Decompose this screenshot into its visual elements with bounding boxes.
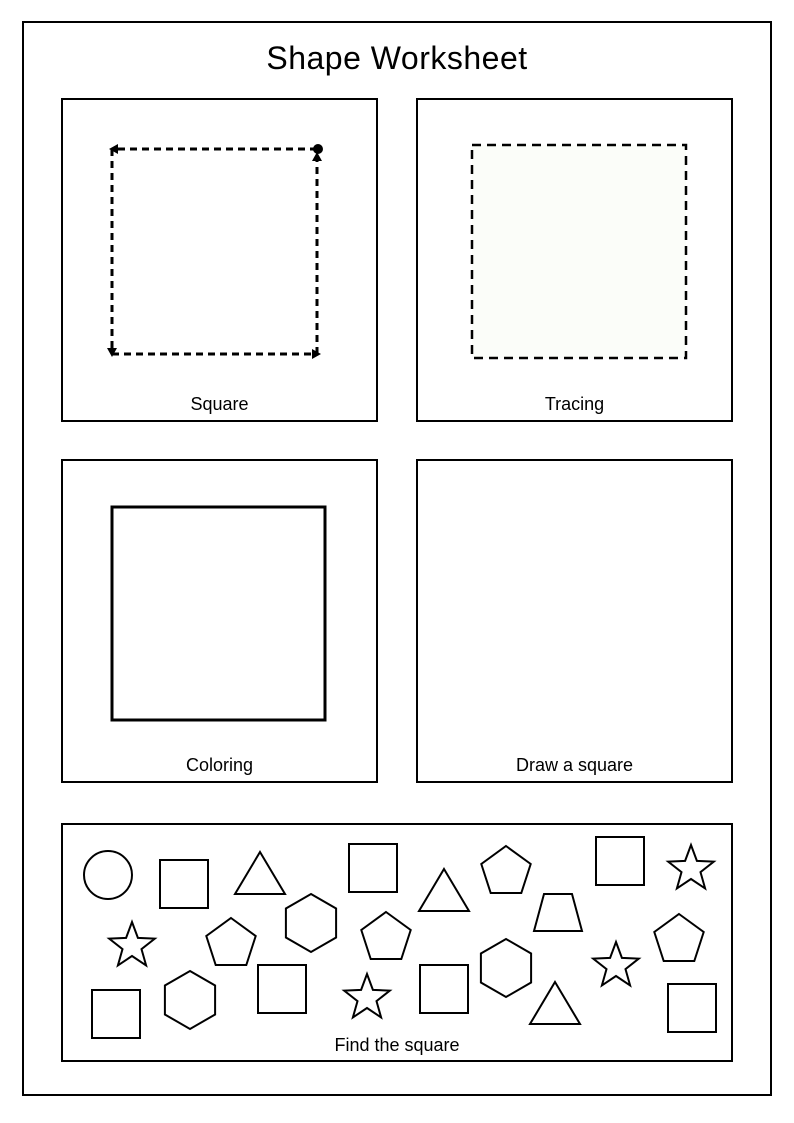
shape-trapezoid[interactable] xyxy=(534,894,582,931)
shape-triangle[interactable] xyxy=(419,869,469,911)
shape-hexagon[interactable] xyxy=(165,971,215,1029)
panel-coloring xyxy=(61,459,378,783)
panel-tracing xyxy=(416,98,733,422)
shape-star[interactable] xyxy=(344,974,390,1017)
panel-label-square: Square xyxy=(190,394,249,414)
start-dot xyxy=(313,144,323,154)
shape-circle[interactable] xyxy=(84,851,132,899)
panel-square xyxy=(61,98,378,422)
shape-square[interactable] xyxy=(668,984,716,1032)
shape-triangle[interactable] xyxy=(235,852,285,894)
shape-pentagon[interactable] xyxy=(206,918,255,965)
shape-square[interactable] xyxy=(420,965,468,1013)
panel-label-find: Find the square xyxy=(334,1035,460,1055)
shape-square[interactable] xyxy=(92,990,140,1038)
shape-square[interactable] xyxy=(596,837,644,885)
coloring-square[interactable] xyxy=(61,459,378,783)
shape-square[interactable] xyxy=(160,860,208,908)
panel-label-coloring: Coloring xyxy=(185,755,254,775)
dashed-tracing-square[interactable] xyxy=(416,98,733,422)
panel-draw[interactable] xyxy=(416,459,733,783)
shape-square[interactable] xyxy=(349,844,397,892)
panel-label-tracing: Tracing xyxy=(544,394,605,414)
arrow-up-icon xyxy=(312,152,322,161)
shape-star[interactable] xyxy=(109,922,155,965)
shape-pentagon[interactable] xyxy=(654,914,703,961)
shape-star[interactable] xyxy=(668,845,714,888)
panel-label-draw: Draw a square xyxy=(515,755,634,775)
shape-square[interactable] xyxy=(258,965,306,1013)
shapes-field xyxy=(61,823,733,1062)
shape-triangle[interactable] xyxy=(530,982,580,1024)
shape-pentagon[interactable] xyxy=(361,912,410,959)
panel-find xyxy=(61,823,733,1062)
shape-pentagon[interactable] xyxy=(481,846,530,893)
shape-hexagon[interactable] xyxy=(286,894,336,952)
dashed-square-with-arrows xyxy=(61,98,378,422)
shape-hexagon[interactable] xyxy=(481,939,531,997)
page-title: Shape Worksheet xyxy=(266,40,528,76)
shape-star[interactable] xyxy=(593,942,639,985)
